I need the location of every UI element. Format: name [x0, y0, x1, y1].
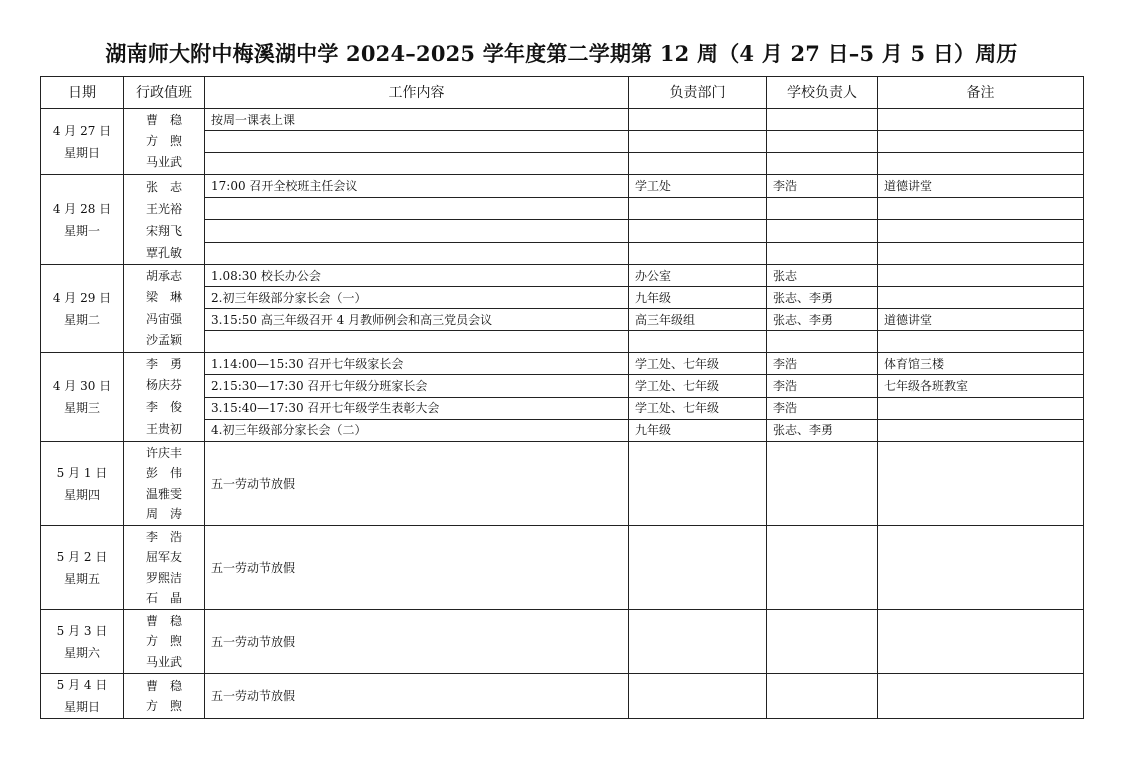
- leader-cell: 李浩: [767, 397, 878, 419]
- date-label: 5 月 1 日: [56, 465, 108, 480]
- note-cell: 道德讲堂: [878, 175, 1084, 198]
- weekday-label: 星期二: [63, 312, 100, 327]
- date-cell: [41, 265, 124, 353]
- duty-name: 宋翔飞: [145, 223, 182, 238]
- table-row: [41, 610, 1084, 674]
- note-cell: [878, 419, 1084, 441]
- dept-cell: [629, 131, 767, 153]
- content-cell: 五一劳动节放假: [205, 674, 629, 719]
- header-content: 工作内容: [205, 77, 629, 109]
- date-label: 4 月 28 日: [52, 201, 112, 216]
- duty-name: 方 煦: [145, 634, 182, 649]
- duty-cell: [124, 353, 205, 442]
- duty-cell: [124, 109, 205, 175]
- table-row: [41, 353, 1084, 375]
- duty-name: 冯宙强: [145, 311, 182, 326]
- note-cell: [878, 197, 1084, 220]
- leader-cell: [767, 242, 878, 265]
- duty-name: 周 涛: [145, 507, 182, 521]
- note-cell: [878, 397, 1084, 419]
- duty-name: 王光裕: [145, 201, 182, 216]
- dept-cell: [629, 220, 767, 243]
- dept-cell: [629, 442, 767, 526]
- duty-cell: [124, 610, 205, 674]
- duty-cell: [124, 175, 205, 265]
- content-cell: 五一劳动节放假: [205, 526, 629, 610]
- content-cell: 3.15:50 高三年级召开 4 月教师例会和高三党员会议: [205, 309, 629, 331]
- leader-cell: [767, 197, 878, 220]
- content-cell: [205, 153, 629, 175]
- dept-cell: [629, 526, 767, 610]
- duty-name: 曹 稳: [145, 112, 182, 127]
- duty-cell: [124, 674, 205, 719]
- table-row: [41, 526, 1084, 610]
- date-cell: [41, 526, 124, 610]
- date-cell: [41, 442, 124, 526]
- leader-cell: 张志、李勇: [767, 287, 878, 309]
- table-row: [41, 175, 1084, 198]
- leader-cell: [767, 526, 878, 610]
- note-cell: [878, 526, 1084, 610]
- weekly-calendar-table: [40, 76, 1084, 719]
- leader-cell: 张志: [767, 265, 878, 287]
- weekday-label: 星期六: [63, 645, 100, 660]
- date-cell: [41, 353, 124, 442]
- leader-cell: [767, 331, 878, 353]
- note-cell: [878, 242, 1084, 265]
- content-cell: 1.14:00—15:30 召开七年级家长会: [205, 353, 629, 375]
- note-cell: [878, 610, 1084, 674]
- weekday-label: 星期日: [63, 145, 100, 160]
- date-cell: [41, 674, 124, 719]
- weekday-label: 星期四: [63, 487, 100, 502]
- dept-cell: [629, 610, 767, 674]
- leader-cell: [767, 610, 878, 674]
- header-duty: 行政值班: [124, 77, 205, 109]
- table-row: [41, 109, 1084, 131]
- duty-cell: [124, 526, 205, 610]
- page-title: 湖南师大附中梅溪湖中学 2024–2025 学年度第二学期第 12 周（4 月 27 日–5 月 5 日）周历: [105, 41, 1018, 66]
- dept-cell: 办公室: [629, 265, 767, 287]
- duty-name: 罗熙洁: [145, 570, 182, 585]
- note-cell: 道德讲堂: [878, 309, 1084, 331]
- duty-name: 曹 稳: [145, 613, 182, 628]
- content-cell: 4.初三年级部分家长会（二）: [205, 419, 629, 441]
- duty-name: 温雅雯: [145, 486, 182, 501]
- header-dept: 负责部门: [629, 77, 767, 109]
- date-label: 5 月 4 日: [56, 678, 108, 692]
- leader-cell: [767, 153, 878, 175]
- calendar-body: [41, 109, 1084, 719]
- duty-name: 许庆丰: [145, 445, 182, 460]
- dept-cell: 学工处、七年级: [629, 397, 767, 419]
- duty-name: 屈军友: [145, 550, 182, 564]
- content-cell: 2.15:30—17:30 召开七年级分班家长会: [205, 375, 629, 397]
- date-cell: [41, 610, 124, 674]
- duty-name: 李 浩: [145, 529, 182, 544]
- dept-cell: 学工处、七年级: [629, 375, 767, 397]
- content-cell: [205, 242, 629, 265]
- content-cell: 2.初三年级部分家长会（一）: [205, 287, 629, 309]
- dept-cell: 高三年级组: [629, 309, 767, 331]
- weekday-label: 星期三: [63, 401, 100, 415]
- header-date: 日期: [41, 77, 124, 109]
- leader-cell: [767, 674, 878, 719]
- duty-name: 张 志: [145, 179, 182, 194]
- duty-name: 沙孟颖: [145, 333, 182, 347]
- note-cell: [878, 287, 1084, 309]
- note-cell: 体育馆三楼: [878, 353, 1084, 375]
- content-cell: [205, 131, 629, 153]
- table-row: [41, 674, 1084, 719]
- date-label: 4 月 29 日: [52, 290, 112, 305]
- note-cell: [878, 331, 1084, 353]
- leader-cell: 李浩: [767, 375, 878, 397]
- header-leader: 学校负责人: [767, 77, 878, 109]
- duty-name: 杨庆芬: [145, 378, 182, 393]
- date-label: 4 月 30 日: [52, 379, 112, 393]
- dept-cell: 九年级: [629, 287, 767, 309]
- leader-cell: [767, 220, 878, 243]
- note-cell: [878, 674, 1084, 719]
- note-cell: 七年级各班教室: [878, 375, 1084, 397]
- note-cell: [878, 265, 1084, 287]
- dept-cell: [629, 242, 767, 265]
- duty-name: 彭 伟: [145, 466, 182, 480]
- content-cell: 按周一课表上课: [205, 109, 629, 131]
- note-cell: [878, 109, 1084, 131]
- leader-cell: [767, 442, 878, 526]
- table-row: [41, 442, 1084, 526]
- weekday-label: 星期日: [63, 700, 100, 714]
- date-cell: [41, 109, 124, 175]
- duty-name: 马业武: [145, 654, 182, 669]
- duty-name: 方 煦: [145, 699, 182, 713]
- date-label: 5 月 3 日: [56, 623, 108, 638]
- note-cell: [878, 442, 1084, 526]
- dept-cell: [629, 153, 767, 175]
- date-label: 5 月 2 日: [56, 549, 108, 564]
- content-cell: 五一劳动节放假: [205, 442, 629, 526]
- dept-cell: [629, 674, 767, 719]
- leader-cell: 李浩: [767, 175, 878, 198]
- content-cell: [205, 331, 629, 353]
- table-row: [41, 265, 1084, 287]
- leader-cell: [767, 109, 878, 131]
- duty-name: 覃孔敏: [145, 245, 182, 260]
- duty-name: 梁 琳: [145, 290, 182, 304]
- header-row: [41, 77, 1084, 109]
- note-cell: [878, 153, 1084, 175]
- content-cell: 3.15:40—17:30 召开七年级学生表彰大会: [205, 397, 629, 419]
- weekday-label: 星期一: [63, 223, 100, 238]
- note-cell: [878, 220, 1084, 243]
- content-cell: [205, 220, 629, 243]
- dept-cell: [629, 197, 767, 220]
- duty-name: 李 俊: [145, 400, 182, 414]
- leader-cell: [767, 131, 878, 153]
- duty-name: 方 煦: [145, 133, 182, 148]
- duty-name: 马业武: [145, 155, 182, 170]
- duty-name: 李 勇: [145, 356, 182, 371]
- duty-name: 胡承志: [145, 268, 182, 283]
- dept-cell: [629, 331, 767, 353]
- dept-cell: 学工处: [629, 175, 767, 198]
- header-note: 备注: [878, 77, 1084, 109]
- content-cell: 五一劳动节放假: [205, 610, 629, 674]
- duty-name: 曹 稳: [145, 679, 182, 693]
- duty-name: 王贵初: [145, 421, 182, 436]
- duty-name: 石 晶: [145, 591, 182, 605]
- content-cell: 1.08:30 校长办公会: [205, 265, 629, 287]
- duty-cell: [124, 265, 205, 353]
- leader-cell: 张志、李勇: [767, 419, 878, 441]
- weekday-label: 星期五: [63, 571, 100, 586]
- dept-cell: [629, 109, 767, 131]
- content-cell: [205, 197, 629, 220]
- date-label: 4 月 27 日: [52, 123, 112, 138]
- duty-cell: [124, 442, 205, 526]
- leader-cell: 张志、李勇: [767, 309, 878, 331]
- leader-cell: 李浩: [767, 353, 878, 375]
- date-cell: [41, 175, 124, 265]
- dept-cell: 学工处、七年级: [629, 353, 767, 375]
- dept-cell: 九年级: [629, 419, 767, 441]
- content-cell: 17:00 召开全校班主任会议: [205, 175, 629, 198]
- note-cell: [878, 131, 1084, 153]
